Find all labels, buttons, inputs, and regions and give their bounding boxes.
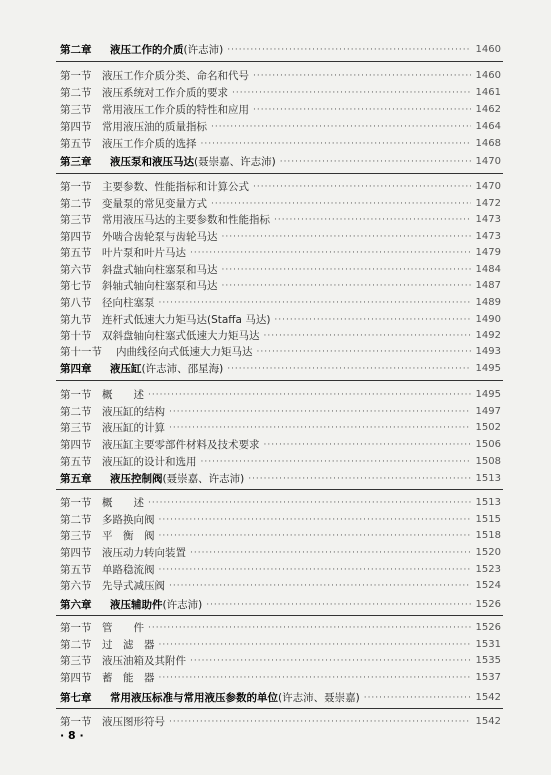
leader-dots <box>190 652 471 670</box>
section-number: 第一节 <box>60 70 92 82</box>
section-number: 第二节 <box>60 87 92 99</box>
section-entry <box>60 294 501 312</box>
page-number: 1473 <box>475 214 501 225</box>
chapter-title: 液压辅助件 <box>110 599 163 611</box>
page-number: 1464 <box>475 121 501 132</box>
section-entry <box>60 544 501 562</box>
section-entry <box>60 669 501 687</box>
section-title: 主要参数、性能指标和计算公式 <box>102 181 249 193</box>
leader-dots <box>227 41 471 59</box>
leader-dots <box>232 84 471 102</box>
chapter-number: 第四章 <box>60 363 92 375</box>
section-number: 第四节 <box>60 439 92 451</box>
leader-dots <box>253 178 471 196</box>
section-number: 第五节 <box>60 138 92 150</box>
chapter-number: 第七章 <box>60 692 92 704</box>
page-number: 1493 <box>475 346 501 357</box>
section-number: 第五节 <box>60 456 92 468</box>
page-number: 1495 <box>475 389 501 400</box>
page-number: 1520 <box>475 547 501 558</box>
section-title: 蓄 能 器 <box>102 672 155 684</box>
leader-dots <box>148 619 471 637</box>
chapter-rule <box>56 61 503 62</box>
leader-dots <box>169 419 471 437</box>
section-entry <box>60 436 501 454</box>
section-title: 液压缸的计算 <box>102 422 165 434</box>
page-number: 1470 <box>475 156 501 167</box>
section-number: 第十一节 <box>60 346 102 358</box>
chapter-author: (聂崇嘉、许志沛) <box>194 156 276 168</box>
section-title: 液压动力转向装置 <box>102 547 186 559</box>
section-title: 多路换向阀 <box>102 514 155 526</box>
page-number: 1502 <box>475 422 501 433</box>
section-number: 第三节 <box>60 214 92 226</box>
chapter-rule <box>56 380 503 381</box>
page-number: 1535 <box>475 655 501 666</box>
section-title: 双斜盘轴向柱塞式低速大力矩马达 <box>102 330 260 342</box>
leader-dots <box>206 596 471 614</box>
section-entry <box>60 211 501 229</box>
page-number: 1518 <box>475 530 501 541</box>
page-number: 1526 <box>475 599 501 610</box>
section-entry <box>60 135 501 153</box>
chapter-heading <box>60 470 501 488</box>
leader-dots <box>169 713 471 731</box>
section-title: 概 述 <box>102 389 144 401</box>
page-number: 1513 <box>475 473 501 484</box>
section-entry <box>60 527 501 545</box>
section-number: 第一节 <box>60 622 92 634</box>
section-entry <box>60 343 501 361</box>
page-number: 1523 <box>475 564 501 575</box>
leader-dots <box>159 527 472 545</box>
section-title: 液压系统对工作介质的要求 <box>102 87 228 99</box>
section-title: 概 述 <box>102 497 144 509</box>
section-number: 第二节 <box>60 514 92 526</box>
section-title: 液压图形符号 <box>102 716 165 728</box>
section-number: 第一节 <box>60 716 92 728</box>
section-number: 第三节 <box>60 655 92 667</box>
section-number: 第九节 <box>60 314 92 326</box>
section-title: 单路稳流阀 <box>102 564 155 576</box>
section-title: 平 衡 阀 <box>102 530 155 542</box>
chapter-number: 第五章 <box>60 473 92 485</box>
section-title: 过 滤 器 <box>102 639 155 651</box>
page-number: 1460 <box>475 70 501 81</box>
section-title: 叶片泵和叶片马达 <box>102 247 186 259</box>
page-number: 1487 <box>475 280 501 291</box>
chapter-heading <box>60 360 501 378</box>
chapter-rule <box>56 489 503 490</box>
chapter-title: 液压缸 <box>110 363 142 375</box>
page-number: 1462 <box>475 104 501 115</box>
section-entry <box>60 244 501 262</box>
page-number: 1460 <box>475 44 501 55</box>
section-number: 第一节 <box>60 389 92 401</box>
section-entry <box>60 118 501 136</box>
section-entry <box>60 84 501 102</box>
section-title: 液压缸的结构 <box>102 406 165 418</box>
chapter-title: 液压泵和液压马达 <box>110 156 194 168</box>
section-title: 液压工作介质分类、命名和代号 <box>102 70 249 82</box>
chapter-title: 液压控制阀 <box>110 473 163 485</box>
section-title: 变量泵的常见变量方式 <box>102 198 207 210</box>
leader-dots <box>257 343 472 361</box>
page-number: 1537 <box>475 672 501 683</box>
chapter-title: 液压工作的介质 <box>110 44 184 56</box>
section-title: 外啮合齿轮泵与齿轮马达 <box>102 231 218 243</box>
chapter-heading <box>60 41 501 59</box>
leader-dots <box>253 101 471 119</box>
section-number: 第四节 <box>60 121 92 133</box>
section-number: 第五节 <box>60 247 92 259</box>
page-number: 1461 <box>475 87 501 98</box>
leader-dots <box>274 211 471 229</box>
section-title: 连杆式低速大力矩马达(Staffa 马达) <box>102 314 271 326</box>
chapter-author: (许志沛、邵星海) <box>141 363 224 375</box>
section-entry <box>60 494 501 512</box>
section-number: 第一节 <box>60 181 92 193</box>
leader-dots <box>364 689 471 707</box>
section-entry <box>60 101 501 119</box>
page-number: 1513 <box>475 497 501 508</box>
section-title: 内曲线径向式低速大力矩马达 <box>116 346 253 358</box>
chapter-number: 第六章 <box>60 599 92 611</box>
page-number: 1506 <box>475 439 501 450</box>
leader-dots <box>248 470 471 488</box>
page-number: 1542 <box>475 716 501 727</box>
section-title: 常用液压油的质量指标 <box>102 121 207 133</box>
leader-dots <box>190 244 471 262</box>
chapter-rule <box>56 173 503 174</box>
section-entry <box>60 67 501 85</box>
section-number: 第三节 <box>60 422 92 434</box>
section-title: 常用液压工作介质的特性和应用 <box>102 104 249 116</box>
leader-dots <box>169 577 471 595</box>
section-number: 第十节 <box>60 330 92 342</box>
chapter-author: (许志沛、聂崇嘉) <box>278 692 360 704</box>
section-title: 常用液压马达的主要参数和性能指标 <box>102 214 270 226</box>
section-entry <box>60 419 501 437</box>
leader-dots <box>211 118 471 136</box>
section-entry <box>60 713 501 731</box>
section-number: 第五节 <box>60 564 92 576</box>
leader-dots <box>264 436 472 454</box>
chapter-rule <box>56 708 503 709</box>
section-title: 液压缸主要零部件材料及技术要求 <box>102 439 260 451</box>
leader-dots <box>148 386 471 404</box>
section-title: 先导式减压阀 <box>102 580 165 592</box>
section-number: 第四节 <box>60 547 92 559</box>
chapter-title: 常用液压标准与常用液压参数的单位 <box>110 692 278 704</box>
section-number: 第六节 <box>60 580 92 592</box>
page-number: 1497 <box>475 406 501 417</box>
page-number: 1484 <box>475 264 501 275</box>
page-number: 1472 <box>475 198 501 209</box>
leader-dots <box>201 135 472 153</box>
chapter-author: (聂崇嘉、许志沛) <box>162 473 245 485</box>
section-number: 第七节 <box>60 280 92 292</box>
page-number: 1490 <box>475 314 501 325</box>
page-number: 1489 <box>475 297 501 308</box>
chapter-author: (许志沛) <box>183 44 224 56</box>
leader-dots <box>222 277 472 295</box>
page-number: 1515 <box>475 514 501 525</box>
section-entry <box>60 386 501 404</box>
section-title: 管 件 <box>102 622 144 634</box>
chapter-number: 第二章 <box>60 44 92 56</box>
section-entry <box>60 619 501 637</box>
section-number: 第一节 <box>60 497 92 509</box>
chapter-number: 第三章 <box>60 156 92 168</box>
leader-dots <box>280 153 471 171</box>
section-title: 液压缸的设计和选用 <box>102 456 197 468</box>
leader-dots <box>148 494 471 512</box>
section-number: 第二节 <box>60 406 92 418</box>
page-number: 1468 <box>475 138 501 149</box>
page-number: 1492 <box>475 330 501 341</box>
section-entry <box>60 577 501 595</box>
page-number: 1473 <box>475 231 501 242</box>
section-title: 液压油箱及其附件 <box>102 655 186 667</box>
section-number: 第四节 <box>60 231 92 243</box>
section-title: 斜盘式轴向柱塞泵和马达 <box>102 264 218 276</box>
section-entry <box>60 453 501 471</box>
leader-dots <box>159 294 472 312</box>
section-number: 第四节 <box>60 672 92 684</box>
leader-dots <box>159 669 472 687</box>
leader-dots <box>201 453 472 471</box>
section-number: 第二节 <box>60 639 92 651</box>
section-entry <box>60 652 501 670</box>
chapter-author: (许志沛) <box>162 599 203 611</box>
page-number: 1531 <box>475 639 501 650</box>
section-entry <box>60 277 501 295</box>
leader-dots <box>190 544 471 562</box>
section-title: 液压工作介质的选择 <box>102 138 197 150</box>
chapter-rule <box>56 615 503 616</box>
page-number: 1526 <box>475 622 501 633</box>
page-number: 1542 <box>475 692 501 703</box>
page-number: 1470 <box>475 181 501 192</box>
page-number: 1508 <box>475 456 501 467</box>
page-number: 1524 <box>475 580 501 591</box>
leader-dots <box>253 67 471 85</box>
section-number: 第六节 <box>60 264 92 276</box>
chapter-heading <box>60 689 501 707</box>
section-number: 第八节 <box>60 297 92 309</box>
leader-dots <box>227 360 471 378</box>
chapter-heading <box>60 596 501 614</box>
section-title: 径向柱塞泵 <box>102 297 155 309</box>
section-entry <box>60 178 501 196</box>
section-number: 第二节 <box>60 198 92 210</box>
section-number: 第三节 <box>60 530 92 542</box>
chapter-heading <box>60 153 501 171</box>
page-number: 1479 <box>475 247 501 258</box>
section-number: 第三节 <box>60 104 92 116</box>
section-title: 斜轴式轴向柱塞泵和马达 <box>102 280 218 292</box>
page-number: 1495 <box>475 363 501 374</box>
page-folio: · 8 · <box>60 729 84 742</box>
